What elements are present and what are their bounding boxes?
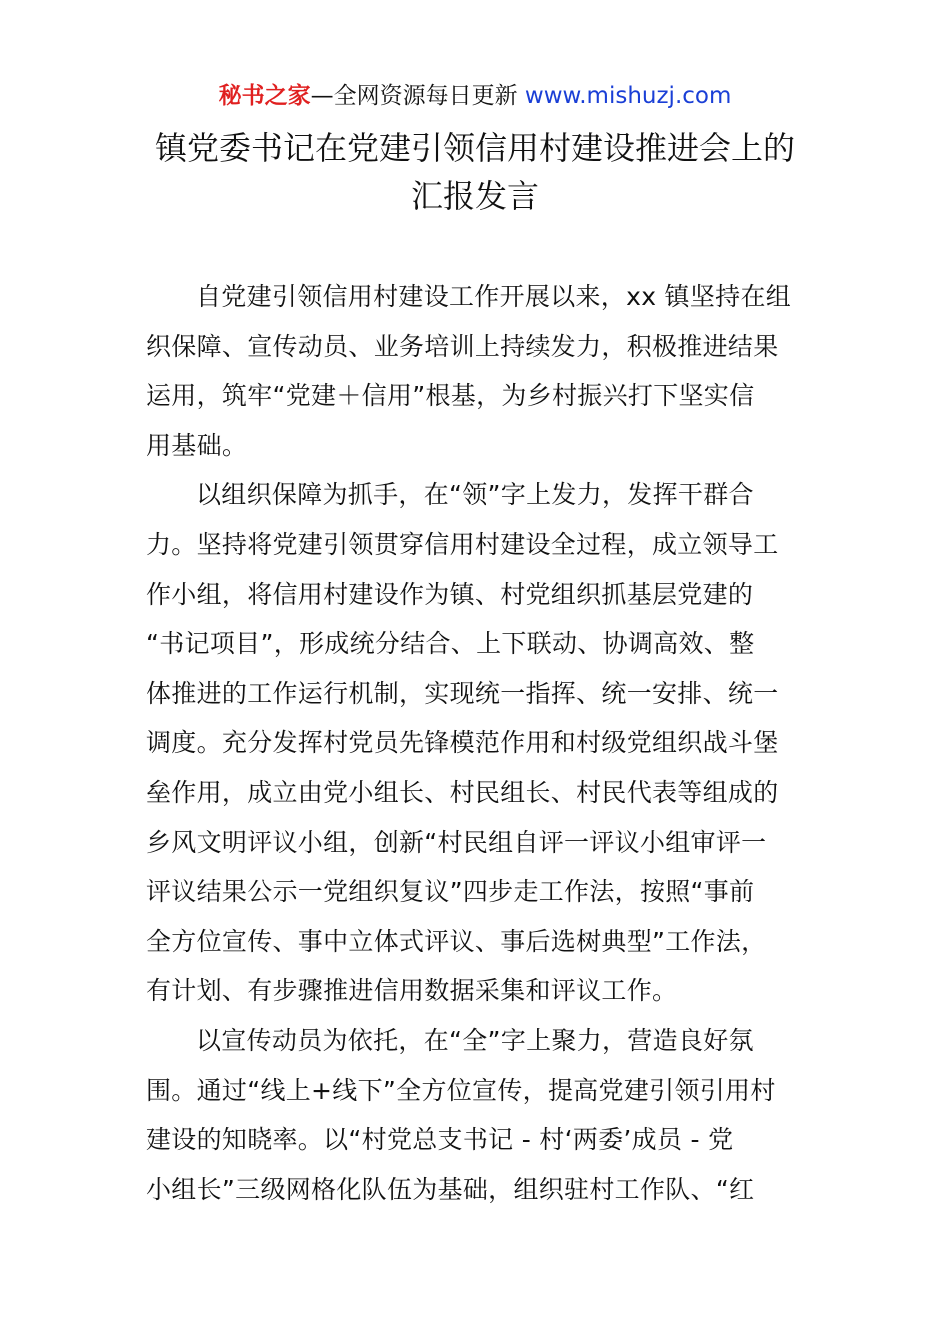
- paragraph-line: 运用，筑牢“党建＋信用”根基，为乡村振兴打下坚实信: [146, 381, 755, 411]
- paragraph-line: “书记项目”，形成统分结合、上下联动、协调高效、整: [146, 629, 755, 659]
- title-line: 汇报发言: [410, 177, 539, 215]
- paragraph-line: 建设的知晓率。以“村党总支书记 - 村‘两委’成员 - 党: [146, 1125, 734, 1155]
- site-url-link[interactable]: www.mishuzj.com: [524, 83, 732, 109]
- paragraph-line: 以组织保障为抓手，在“领”字上发力，发挥干群合: [196, 480, 754, 510]
- paragraph-line: 有计划、有步骤推进信用数据采集和评议工作。: [146, 976, 678, 1006]
- paragraph-line: 调度。充分发挥村党员先锋模范作用和村级党组织战斗堡: [146, 728, 779, 758]
- paragraph-line: 体推进的工作运行机制，实现统一指挥、统一安排、统一: [146, 678, 779, 708]
- document-body: [146, 272, 814, 1214]
- title-line: 镇党委书记在党建引领信用村建设推进会上的: [154, 129, 795, 167]
- paragraph-line: 评议结果公示一党组织复议”四步走工作法，按照“事前: [146, 877, 755, 907]
- paragraph-line: 小组长”三级网格化队伍为基础，组织驻村工作队、“红: [146, 1174, 755, 1204]
- paragraph-line: 力。坚持将党建引领贯穿信用村建设全过程，成立领导工: [146, 529, 779, 559]
- paragraph-line: 自党建引领信用村建设工作开展以来，xx 镇坚持在组: [196, 282, 792, 311]
- paragraph-line: 围。通过“线上+线下”全方位宣传，提高党建引领引用村: [146, 1075, 776, 1105]
- paragraph-line: 以宣传动员为依托，在“全”字上聚力，营造良好氛: [196, 1025, 754, 1055]
- site-brand: 秘书之家: [218, 83, 311, 109]
- site-tagline: —全网资源每日更新: [310, 83, 525, 109]
- document-title: [100, 124, 850, 220]
- site-header: [0, 80, 950, 112]
- paragraph-line: 织保障、宣传动员、业务培训上持续发力，积极推进结果: [146, 331, 779, 361]
- paragraph-line: 乡风文明评议小组，创新“村民组自评一评议小组审评一: [146, 827, 767, 857]
- paragraph-line: 垒作用，成立由党小组长、村民组长、村民代表等组成的: [146, 777, 779, 807]
- paragraph-line: 用基础。: [146, 430, 248, 460]
- paragraph-line: 全方位宣传、事中立体式评议、事后选树典型”工作法，: [146, 926, 767, 956]
- paragraph-line: 作小组，将信用村建设作为镇、村党组织抓基层党建的: [146, 579, 754, 609]
